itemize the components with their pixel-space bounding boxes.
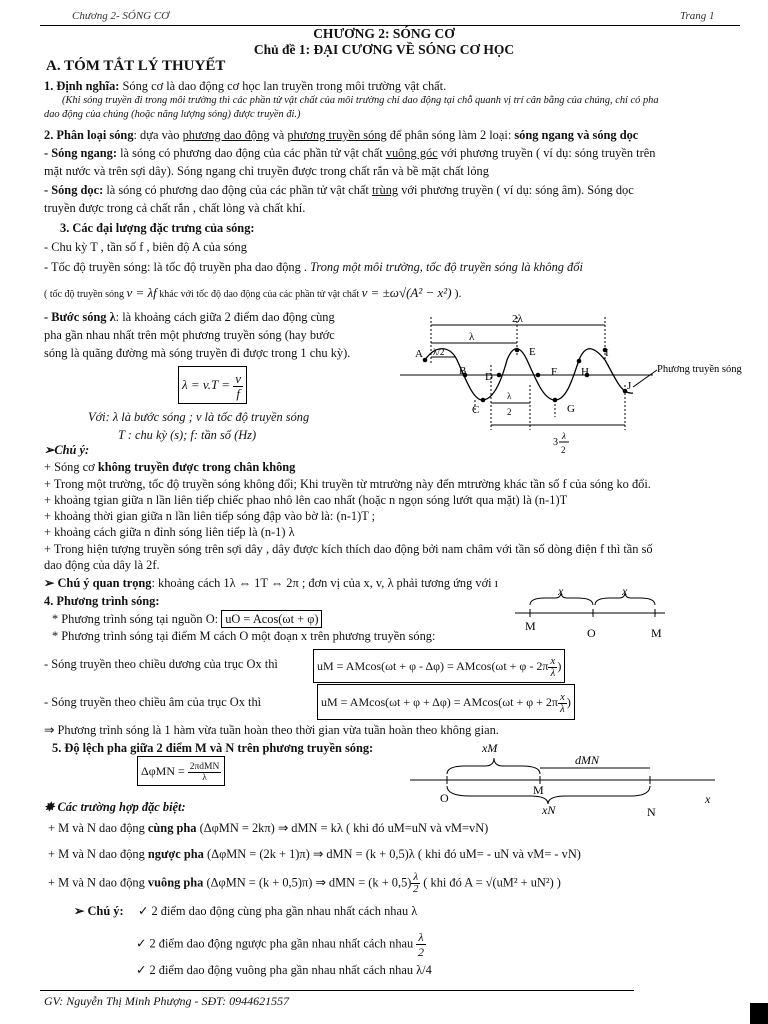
point-i: I: [605, 347, 609, 359]
label-three-half: 3: [553, 437, 558, 448]
transverse-wave-2: mặt nước và trên sợi dây). Sóng ngang chỉ truyền được trong chất rắn và bề mặt chất lỏng: [44, 164, 489, 178]
direction-pointer: [633, 370, 657, 387]
point-g: G: [567, 403, 575, 415]
note-5: + khoảng cách giữa n đỉnh sóng liên tiếp là (n-1) λ: [44, 525, 295, 539]
point-a: A: [415, 348, 423, 360]
classification: 2. Phân loại sóng: dựa vào phương dao động và phương truyền sóng để phân sóng làm 2 loại: sóng ngang và sóng dọc: [44, 128, 639, 142]
final-note-3: ✓ 2 điểm dao động vuông pha gần nhau nhất cách nhau λ/4: [136, 963, 432, 977]
negative-direction-text: - Sóng truyền theo chiều âm của trục Ox thì: [44, 695, 262, 709]
wave-equation-heading: 4. Phương trình sóng:: [44, 594, 160, 608]
important-note: ➢ Chú ý quan trọng: khoảng cách 1λ ⇔ 1T ⇔ 2π ; đơn vị của x, v, λ phải tương ứng với ı: [44, 576, 499, 590]
special-cases-heading: ✸ Các trường hợp đặc biệt:: [44, 800, 186, 814]
phase-difference-formula: ΔφMN = $\frac{\text{2πdMN}}{\lambda}$: [137, 756, 225, 786]
characteristics-1: - Chu kỳ T , tần số f , biên độ A của sóng: [44, 240, 247, 254]
point-e: E: [529, 346, 536, 358]
wavelength-def-1: - Bước sóng λ: là khoảng cách giữa 2 điểm dao động cùng: [44, 310, 335, 324]
note-2: + Trong một trường, tốc độ truyền sóng không đổi; Khi truyền từ mtrường này đến mtrường khác tần số f của sóng ko đổi.: [44, 477, 651, 491]
point-f: F: [551, 366, 558, 378]
om-m-left: M: [525, 619, 536, 633]
point-h: H: [581, 366, 589, 378]
speed-compare: ( tốc độ truyền sóng v = λf khác với tốc độ dao động của các phần tử vật chất v = ±ω√(A² − x²) ).: [44, 285, 462, 300]
characteristics-2: - Tốc độ truyền sóng: là tốc độ truyền pha dao động . Trong một môi trường, tốc độ truyền sóng là không đổi: [44, 260, 583, 274]
with-line-1: Với: λ là bước sóng ; v là tốc độ truyền sóng: [88, 410, 310, 424]
point-d: D: [485, 371, 493, 383]
om-x-label: x: [558, 585, 564, 598]
mn-dmn-label: dMN: [575, 753, 599, 767]
note-heading: ➢Chú ý:: [44, 443, 90, 457]
wavelength-def-3: sóng là quãng đường mà sóng truyền đi được trong 1 chu kỳ).: [44, 346, 351, 360]
point-m-equation: * Phương trình sóng tại điểm M cách O một đoạn x trên phương truyền sóng:: [52, 629, 436, 643]
final-note-heading: ➢ Chú ý:: [74, 904, 124, 918]
label-three-half-den: 2: [561, 445, 566, 455]
note-4: + khoảng thời gian giữa n lần liên tiếp sóng đập vào bờ là: (n-1)T ;: [44, 509, 376, 523]
note-6: + Trong hiện tượng truyền sóng trên sợi dây , dây được kích thích dao động bởi nam châm với tần số dòng điện f thì tần số: [44, 542, 653, 556]
label-half-lambda: λ/2: [433, 347, 445, 357]
topic-title: Chủ đề 1: ĐẠI CƯƠNG VỀ SÓNG CƠ HỌC: [253, 42, 515, 57]
definition: 1. Định nghĩa: Sóng cơ là dao động cơ học lan truyền trong môi trường vật chất.: [44, 79, 447, 93]
positive-direction-text: - Sóng truyền theo chiều dương của trục Ox thì: [44, 657, 278, 671]
source-equation: * Phương trình sóng tại nguồn O: uO = Acos(ωt + φ): [52, 611, 322, 627]
definition-note-2: dao động của chúng (hoặc năng lượng sóng) được truyền đi.): [44, 109, 301, 120]
corner-mark: [750, 1003, 768, 1024]
section-a-heading: A. TÓM TẮT LÝ THUYẾT: [46, 58, 226, 74]
om-x-label-2: x: [622, 585, 628, 598]
label-three-half-num: λ: [562, 431, 566, 441]
with-line-2: T : chu kỳ (s); f: tần số (Hz): [118, 428, 257, 442]
label-frac-den: 2: [507, 407, 512, 417]
final-note-2: ✓ 2 điểm dao động ngược pha gần nhau nhất cách nhau $\frac{\lambda}{2}$: [136, 930, 424, 959]
case-in-phase: + M và N dao động cùng pha (ΔφMN = 2kπ) ⇒ dMN = kλ ( khi đó uM=uN và vM=vN): [48, 821, 489, 835]
mn-m-label: M: [533, 783, 544, 797]
definition-note-1: (Khi sóng truyền đi trong môi trường thì các phần tử vật chất của môi trường chỉ dao động tại chỗ quanh vị trí cân bằng của chúng, chỉ có pha: [62, 95, 659, 106]
label-direction: Phương truyền sóng: [657, 364, 742, 375]
header-page: Trang 1: [680, 10, 715, 22]
om-m-right: M: [651, 626, 662, 640]
transverse-wave: - Sóng ngang: là sóng có phương dao động của các phần tử vật chất vuông góc với phương truyền ( ví dụ: sóng truyền trên: [44, 146, 656, 160]
point-b: B: [459, 365, 467, 377]
mn-xm-label: xM: [482, 741, 498, 755]
label-lambda: λ: [469, 331, 475, 343]
note-3: + khoảng tgian giữa n lần liên tiếp chiếc phao nhô lên cao nhất (hoặc n ngọn sóng lướt qua mặt) là (n-1)T: [44, 493, 568, 507]
point-c: C: [472, 404, 480, 416]
om-o: O: [587, 626, 596, 640]
note-1: + Sóng cơ không truyền được trong chân không: [44, 460, 296, 474]
longitudinal-wave-2: truyền được trong cả chất rắn , chất lỏng và chất khí.: [44, 201, 306, 215]
wave-diagram: [395, 305, 765, 455]
point-j: J: [627, 380, 632, 392]
header-chapter: Chương 2- SÓNG CƠ: [72, 10, 170, 22]
footer-rule: [40, 990, 634, 991]
mn-n-label: N: [647, 805, 656, 819]
mn-x-label: x: [705, 792, 711, 806]
om-axis-diagram: [515, 585, 675, 645]
case-anti-phase: + M và N dao động ngược pha (ΔφMN = (2k + 1)π) ⇒ dMN = (k + 0,5)λ ( khi đó uM= - uN và vM= - vN): [48, 847, 581, 861]
final-note-1: ✓ 2 điểm dao động cùng pha gần nhau nhất cách nhau λ: [138, 904, 418, 918]
note-7: dao động của dây là 2f.: [44, 558, 160, 572]
wavelength-def-2: pha gần nhau nhất trên một phương truyền sóng (hay bước: [44, 328, 335, 342]
case-quadrature: + M và N dao động vuông pha (ΔφMN = (k + 0,5)π) ⇒ dMN = (k + 0,5) $\frac{\lambda}{2}$ ( khi đó A = √(uM² + uN²) ): [48, 871, 561, 895]
negative-direction-equation: uM = AMcos(ωt + φ + Δφ) = AMcos(ωt + φ + 2π $\frac{x}{\lambda}$ ): [317, 684, 575, 720]
label-frac-num: λ: [507, 391, 512, 401]
footer-teacher: GV: Nguyễn Thị Minh Phượng - SĐT: 0944621557: [44, 994, 290, 1008]
wavelength-formula: λ = v.T = $\frac{v}{f}$: [178, 366, 247, 404]
positive-direction-equation: uM = AMcos(ωt + φ - Δφ) = AMcos(ωt + φ - 2π $\frac{x}{\lambda}$ ): [313, 649, 565, 683]
phase-difference-heading: 5. Độ lệch pha giữa 2 điểm M và N trên phương truyền sóng:: [52, 741, 374, 755]
mn-axis-diagram: [410, 738, 730, 820]
chapter-title: CHƯƠNG 2: SÓNG CƠ: [313, 26, 455, 41]
longitudinal-wave: - Sóng dọc: là sóng có phương dao động của các phần tử vật chất trùng với phương truyền ( ví dụ: sóng âm). Sóng dọc: [44, 183, 634, 197]
mn-xn-label: xN: [542, 803, 556, 817]
label-two-lambda: 2λ: [512, 313, 523, 325]
characteristics-heading: 3. Các đại lượng đặc trưng của sóng:: [60, 221, 255, 235]
wave-equation-conclusion: ⇒ Phương trình sóng là 1 hàm vừa tuần hoàn theo thời gian vừa tuần hoàn theo không gian.: [44, 723, 499, 737]
mn-o-label: O: [440, 791, 449, 805]
